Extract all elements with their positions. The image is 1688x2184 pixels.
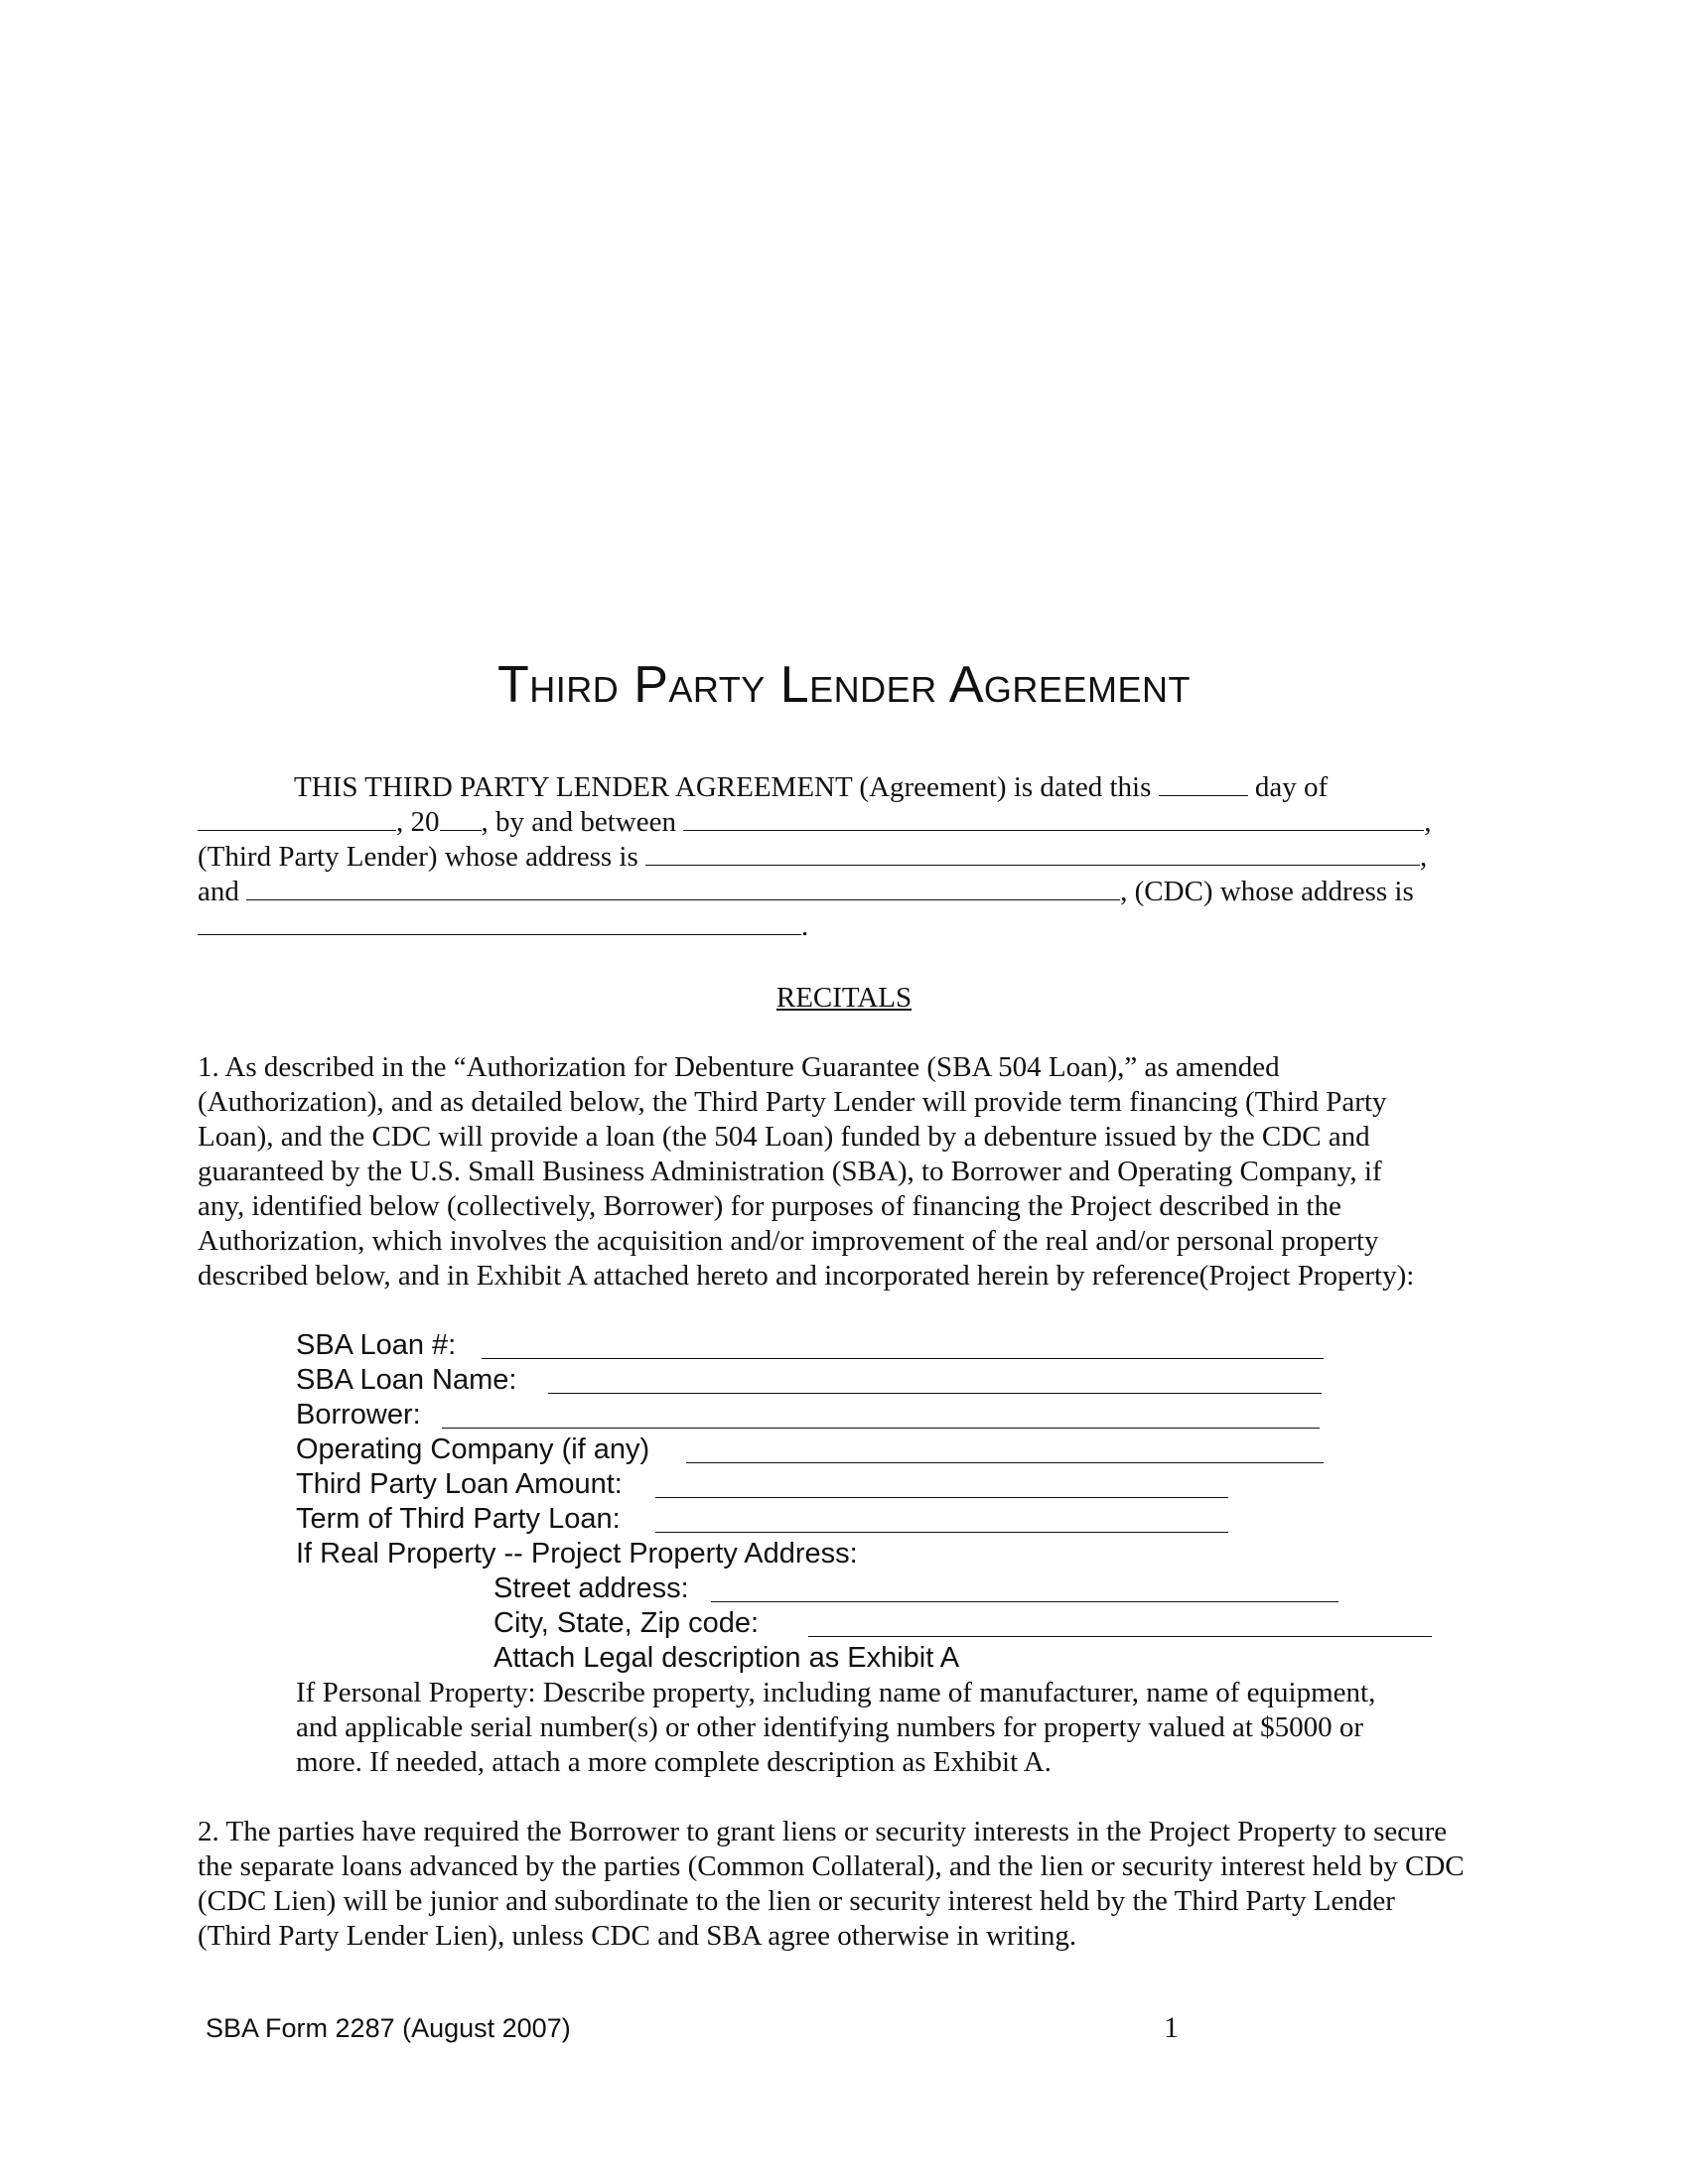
cdc-address-blank[interactable] [198, 910, 801, 935]
intro-line-2: , 20 , by and between , [198, 805, 1432, 840]
day-blank[interactable] [1159, 771, 1248, 796]
field-street-address: Street address: [493, 1572, 689, 1604]
city-state-zip-line[interactable] [808, 1636, 1432, 1637]
intro-line-5: . [198, 909, 808, 944]
term-third-party-loan-line[interactable] [655, 1532, 1228, 1533]
third-party-loan-amount-line[interactable] [655, 1497, 1228, 1498]
recital-2: 2. The parties have required the Borrower to grant liens or security interests in the Project Property to secure the separate loans advanced by the parties (Common Collateral), and the lien or security interest held by CDC (CDC Lien) will be junior and subordinate to the lien or security interest held by the Third Party Lender (Third Party Lender Lien), unless CDC and SBA agree otherwise in writing. [198, 1816, 1465, 1952]
sba-loan-no-line[interactable] [482, 1358, 1324, 1359]
intro-line-3: (Third Party Lender) whose address is , [198, 841, 1428, 873]
cdc-name-blank[interactable] [246, 876, 1120, 900]
field-operating-company: Operating Company (if any) [296, 1433, 650, 1465]
document-title: Third Party Lender Agreement [497, 656, 1191, 714]
month-blank[interactable] [198, 806, 396, 831]
intro-line-1: THIS THIRD PARTY LENDER AGREEMENT (Agreement) is dated this day of [294, 771, 1329, 803]
operating-company-line[interactable] [686, 1462, 1324, 1463]
sba-loan-name-line[interactable] [548, 1393, 1322, 1394]
year-blank[interactable] [440, 806, 482, 831]
footer-form-number: SBA Form 2287 (August 2007) [206, 2013, 571, 2043]
lender-name-blank[interactable] [683, 806, 1424, 831]
personal-property: If Personal Property: Describe property, including name of manufacturer, name of equipment, and applicable serial number(s) or other identifying numbers for property valued at $5000 or more. If needed, attach a more complete description as Exhibit A. [296, 1677, 1376, 1778]
field-term-third-party-loan: Term of Third Party Loan: [296, 1503, 621, 1535]
street-address-line[interactable] [711, 1601, 1338, 1602]
field-third-party-loan-amount: Third Party Loan Amount: [296, 1468, 623, 1500]
field-city-state-zip: City, State, Zip code: [493, 1607, 760, 1639]
field-sba-loan-name: SBA Loan Name: [296, 1364, 517, 1396]
borrower-line[interactable] [442, 1428, 1320, 1429]
field-sba-loan-no: SBA Loan #: [296, 1329, 457, 1361]
intro-line-4: and , (CDC) whose address is [198, 876, 1414, 907]
recitals-heading: RECITALS [775, 982, 913, 1014]
recital-1: 1. As described in the “Authorization for Debenture Guarantee (SBA 504 Loan),” as amended (Authorization), and as detailed below, the Third Party Lender will provide term financing (Third Party Loan), and the CDC will provide a loan (the 504 Loan) funded by a debenture issued by the CDC and guaranteed by the U.S. Small Business Administration (SBA), to Borrower and Operating Company, if any, identified below (collectively, Borrower) for purposes of financing the Project described in the Authorization, which involves the acquisition and/or improvement of the real and/or personal property described below, and in Exhibit A attached hereto and incorporated herein by reference(Project Property): [198, 1051, 1415, 1292]
field-borrower: Borrower: [296, 1399, 421, 1431]
field-attach-legal: Attach Legal description as Exhibit A [493, 1642, 960, 1674]
page-number: 1 [1164, 2011, 1179, 2044]
lender-address-blank[interactable] [645, 841, 1420, 866]
field-real-property: If Real Property -- Project Property Address: [296, 1538, 858, 1570]
